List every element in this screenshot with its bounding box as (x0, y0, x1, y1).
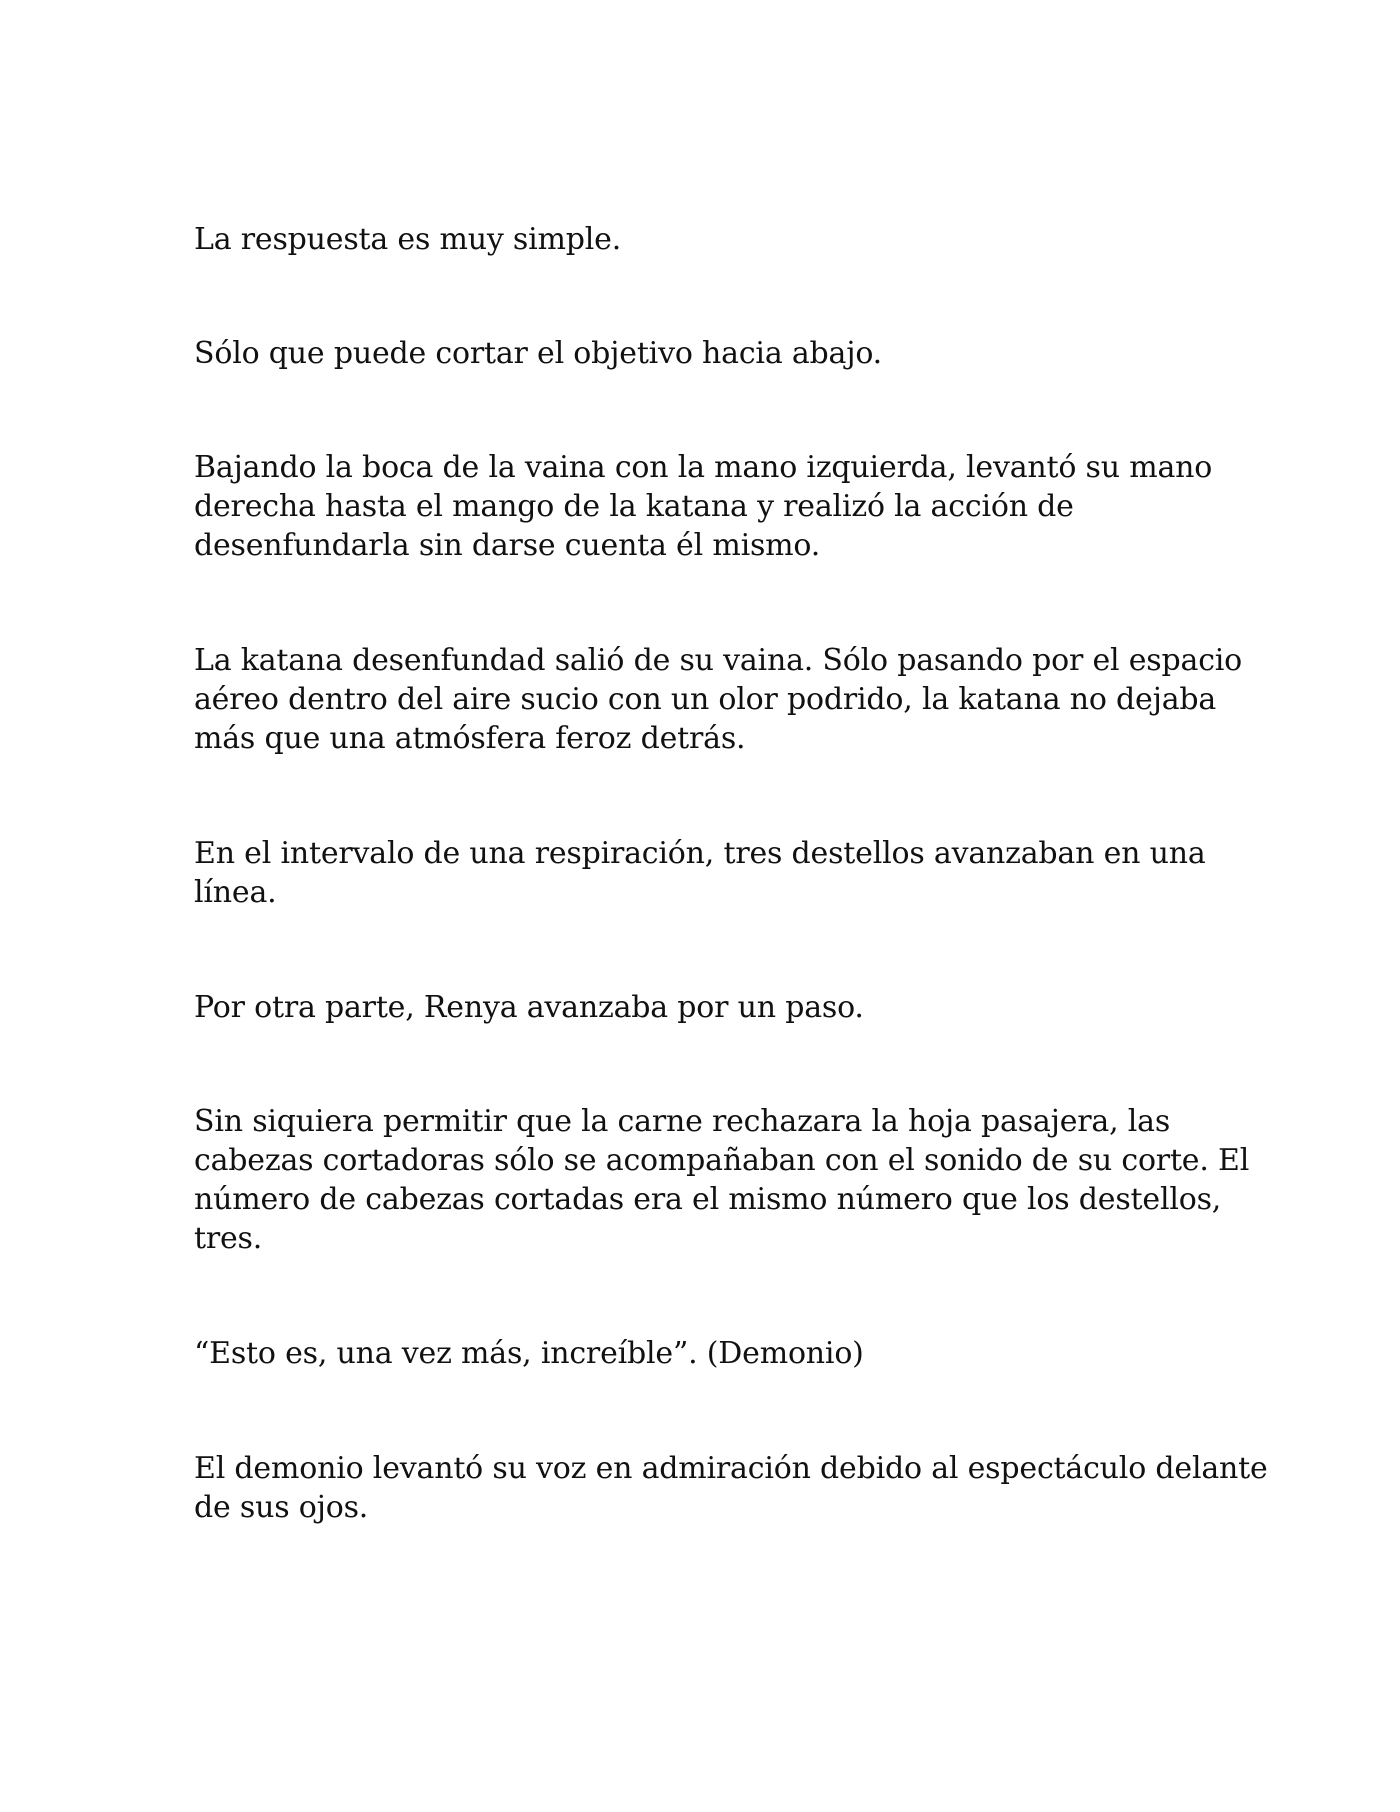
paragraph-line: “Esto es, una vez más, increíble”. (Demonio) (194, 1336, 864, 1371)
paragraph-2 (194, 334, 1214, 373)
paragraph-line: La respuesta es muy simple. (194, 222, 622, 257)
paragraph-line: La katana desenfundad salió de su vaina. Sólo pasando por el espacio (194, 643, 1243, 678)
paragraph-9 (194, 1449, 1268, 1527)
paragraph-line: desenfundarla sin darse cuenta él mismo. (194, 528, 821, 563)
paragraph-1 (194, 220, 1214, 259)
paragraph-line: tres. (194, 1221, 263, 1256)
paragraph-line: Bajando la boca de la vaina con la mano izquierda, levantó su mano (194, 450, 1213, 485)
paragraph-line: Sólo que puede cortar el objetivo hacia abajo. (194, 336, 882, 371)
paragraph-3 (194, 448, 1214, 565)
paragraph-line: número de cabezas cortadas era el mismo número que los destellos, (194, 1182, 1222, 1217)
paragraph-line: más que una atmósfera feroz detrás. (194, 721, 746, 756)
paragraph-5 (194, 834, 1214, 912)
paragraph-4 (194, 641, 1243, 758)
paragraph-8 (194, 1334, 1214, 1373)
paragraph-line: aéreo dentro del aire sucio con un olor podrido, la katana no dejaba (194, 682, 1217, 717)
paragraph-6 (194, 988, 1214, 1027)
paragraph-line: línea. (194, 875, 277, 910)
paragraph-line: El demonio levantó su voz en admiración debido al espectáculo delante (194, 1451, 1268, 1486)
paragraph-line: de sus ojos. (194, 1490, 369, 1525)
paragraph-line: cabezas cortadoras sólo se acompañaban con el sonido de su corte. El (194, 1143, 1250, 1178)
paragraph-line: Sin siquiera permitir que la carne rechazara la hoja pasajera, las (194, 1104, 1171, 1139)
paragraph-line: En el intervalo de una respiración, tres destellos avanzaban en una (194, 836, 1206, 871)
paragraph-line: Por otra parte, Renya avanzaba por un paso. (194, 990, 864, 1025)
paragraph-line: derecha hasta el mango de la katana y realizó la acción de (194, 489, 1074, 524)
paragraph-7 (194, 1102, 1250, 1258)
